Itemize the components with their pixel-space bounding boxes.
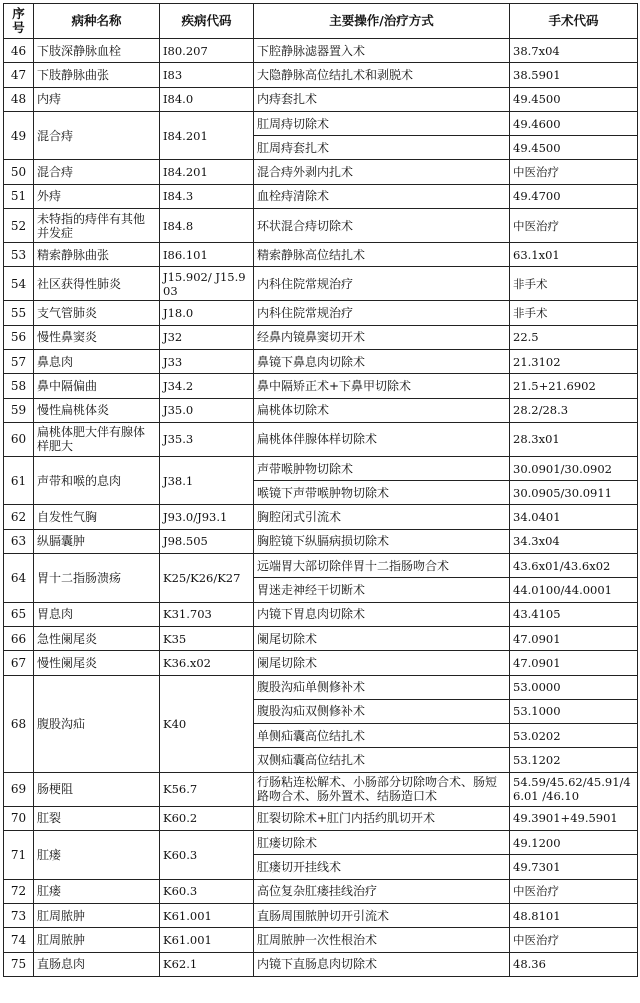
row-number: 59 (4, 398, 34, 422)
surgery-code: 53.0202 (510, 724, 638, 748)
table-body (4, 39, 638, 977)
table-row (4, 952, 638, 976)
row-number: 71 (4, 831, 34, 880)
treatment-method: 胃迷走神经干切断术 (254, 578, 510, 602)
surgery-code: 49.4600 (510, 111, 638, 135)
table-row (4, 39, 638, 63)
disease-name: 胃息肉 (34, 602, 160, 626)
treatment-method: 声带喉肿物切除术 (254, 456, 510, 480)
surgery-code: 49.4500 (510, 136, 638, 160)
treatment-method: 肛周痔套扎术 (254, 136, 510, 160)
disease-code: I80.207 (160, 39, 254, 63)
treatment-method: 肛瘘切开挂线术 (254, 855, 510, 879)
table-row (4, 63, 638, 87)
disease-code: J32 (160, 325, 254, 349)
row-number: 69 (4, 772, 34, 806)
treatment-method: 直肠周围脓肿切开引流术 (254, 903, 510, 927)
row-number: 68 (4, 675, 34, 772)
disease-name: 慢性鼻窦炎 (34, 325, 160, 349)
row-number: 52 (4, 209, 34, 243)
disease-name: 下肢静脉曲张 (34, 63, 160, 87)
table-row (4, 602, 638, 626)
disease-code: I84.3 (160, 184, 254, 208)
disease-name: 扁桃体肥大伴有腺体样肥大 (34, 422, 160, 456)
surgery-code: 28.2/28.3 (510, 398, 638, 422)
row-number: 54 (4, 267, 34, 301)
disease-name: 纵膈囊肿 (34, 529, 160, 553)
disease-code: K31.703 (160, 602, 254, 626)
disease-name: 自发性气胸 (34, 505, 160, 529)
row-number: 61 (4, 456, 34, 505)
surgery-code: 49.1200 (510, 831, 638, 855)
disease-name: 慢性阑尾炎 (34, 651, 160, 675)
disease-code: K36.x02 (160, 651, 254, 675)
row-number: 67 (4, 651, 34, 675)
table-row (4, 928, 638, 952)
header-disease-name: 病种名称 (34, 4, 160, 39)
table-row (4, 831, 638, 855)
header-treatment: 主要操作/治疗方式 (254, 4, 510, 39)
treatment-method: 腹股沟疝双侧修补术 (254, 699, 510, 723)
disease-name: 内痔 (34, 87, 160, 111)
surgery-code: 34.3x04 (510, 529, 638, 553)
surgery-code: 43.6x01/43.6x02 (510, 554, 638, 578)
table-row (4, 243, 638, 267)
row-number: 48 (4, 87, 34, 111)
disease-table (3, 3, 638, 977)
treatment-method: 混合痔外剥内扎术 (254, 160, 510, 184)
treatment-method: 内科住院常规治疗 (254, 301, 510, 325)
table-row (4, 903, 638, 927)
treatment-method: 肛裂切除术+肛门内括约肌切开术 (254, 806, 510, 830)
treatment-method: 内镜下直肠息肉切除术 (254, 952, 510, 976)
surgery-code: 49.4700 (510, 184, 638, 208)
surgery-code: 63.1x01 (510, 243, 638, 267)
disease-code: K60.3 (160, 879, 254, 903)
surgery-code: 中医治疗 (510, 879, 638, 903)
disease-code: J38.1 (160, 456, 254, 505)
treatment-method: 内痔套扎术 (254, 87, 510, 111)
treatment-method: 喉镜下声带喉肿物切除术 (254, 481, 510, 505)
treatment-method: 单侧疝囊高位结扎术 (254, 724, 510, 748)
row-number: 53 (4, 243, 34, 267)
disease-code: J18.0 (160, 301, 254, 325)
treatment-method: 扁桃体切除术 (254, 398, 510, 422)
disease-code: J33 (160, 349, 254, 373)
disease-code: K56.7 (160, 772, 254, 806)
treatment-method: 鼻中隔矫正术+下鼻甲切除术 (254, 374, 510, 398)
surgery-code: 34.0401 (510, 505, 638, 529)
disease-code: I84.8 (160, 209, 254, 243)
disease-code: K60.2 (160, 806, 254, 830)
header-disease-code: 疾病代码 (160, 4, 254, 39)
treatment-method: 鼻镜下鼻息肉切除术 (254, 349, 510, 373)
disease-name: 慢性扁桃体炎 (34, 398, 160, 422)
table-row (4, 879, 638, 903)
disease-name: 社区获得性肺炎 (34, 267, 160, 301)
surgery-code: 中医治疗 (510, 928, 638, 952)
surgery-code: 49.7301 (510, 855, 638, 879)
treatment-method: 环状混合痔切除术 (254, 209, 510, 243)
surgery-code: 47.0901 (510, 626, 638, 650)
disease-code: K62.1 (160, 952, 254, 976)
surgery-code: 中医治疗 (510, 209, 638, 243)
row-number: 57 (4, 349, 34, 373)
surgery-code: 49.4500 (510, 87, 638, 111)
treatment-method: 高位复杂肛瘘挂线治疗 (254, 879, 510, 903)
table-row (4, 772, 638, 806)
disease-code: J35.0 (160, 398, 254, 422)
disease-name: 肛周脓肿 (34, 928, 160, 952)
surgery-code: 53.0000 (510, 675, 638, 699)
table-row (4, 529, 638, 553)
table-row (4, 505, 638, 529)
row-number: 72 (4, 879, 34, 903)
table-row (4, 325, 638, 349)
treatment-method: 大隐静脉高位结扎术和剥脱术 (254, 63, 510, 87)
table-row (4, 398, 638, 422)
table-row (4, 87, 638, 111)
row-number: 50 (4, 160, 34, 184)
disease-name: 急性阑尾炎 (34, 626, 160, 650)
disease-code: K60.3 (160, 831, 254, 880)
treatment-method: 肛瘘切除术 (254, 831, 510, 855)
table-row (4, 456, 638, 480)
disease-code: J35.3 (160, 422, 254, 456)
table-row (4, 651, 638, 675)
treatment-method: 精索静脉高位结扎术 (254, 243, 510, 267)
disease-name: 胃十二指肠溃疡 (34, 554, 160, 603)
disease-name: 鼻中隔偏曲 (34, 374, 160, 398)
header-surgery-code: 手术代码 (510, 4, 638, 39)
disease-code: K61.001 (160, 903, 254, 927)
disease-code: J34.2 (160, 374, 254, 398)
row-number: 73 (4, 903, 34, 927)
surgery-code: 48.36 (510, 952, 638, 976)
disease-code: I84.0 (160, 87, 254, 111)
surgery-code: 22.5 (510, 325, 638, 349)
table-row (4, 267, 638, 301)
disease-name: 鼻息肉 (34, 349, 160, 373)
disease-name: 肛瘘 (34, 831, 160, 880)
surgery-code: 30.0901/30.0902 (510, 456, 638, 480)
surgery-code: 非手术 (510, 301, 638, 325)
row-number: 70 (4, 806, 34, 830)
treatment-method: 阑尾切除术 (254, 651, 510, 675)
table-row (4, 626, 638, 650)
surgery-code: 非手术 (510, 267, 638, 301)
table-row (4, 422, 638, 456)
row-number: 74 (4, 928, 34, 952)
surgery-code: 44.0100/44.0001 (510, 578, 638, 602)
treatment-method: 肛周痔切除术 (254, 111, 510, 135)
disease-code: J93.0/J93.1 (160, 505, 254, 529)
disease-name: 声带和喉的息肉 (34, 456, 160, 505)
disease-code: K35 (160, 626, 254, 650)
surgery-code: 53.1202 (510, 748, 638, 772)
surgery-code: 48.8101 (510, 903, 638, 927)
surgery-code: 47.0901 (510, 651, 638, 675)
surgery-code: 21.3102 (510, 349, 638, 373)
row-number: 60 (4, 422, 34, 456)
disease-name: 肛裂 (34, 806, 160, 830)
table-row (4, 111, 638, 135)
treatment-method: 内镜下胃息肉切除术 (254, 602, 510, 626)
surgery-code: 30.0905/30.0911 (510, 481, 638, 505)
disease-name: 支气管肺炎 (34, 301, 160, 325)
row-number: 51 (4, 184, 34, 208)
treatment-method: 胸腔闭式引流术 (254, 505, 510, 529)
disease-name: 肛瘘 (34, 879, 160, 903)
table-row (4, 675, 638, 699)
disease-name: 直肠息肉 (34, 952, 160, 976)
row-number: 49 (4, 111, 34, 160)
table-row (4, 349, 638, 373)
treatment-method: 下腔静脉滤器置入术 (254, 39, 510, 63)
disease-name: 下肢深静脉血栓 (34, 39, 160, 63)
treatment-method: 阑尾切除术 (254, 626, 510, 650)
treatment-method: 经鼻内镜鼻窦切开术 (254, 325, 510, 349)
disease-code: I84.201 (160, 160, 254, 184)
table-row (4, 184, 638, 208)
surgery-code: 28.3x01 (510, 422, 638, 456)
table-row (4, 554, 638, 578)
disease-code: I83 (160, 63, 254, 87)
disease-code: I86.101 (160, 243, 254, 267)
row-number: 62 (4, 505, 34, 529)
disease-name: 外痔 (34, 184, 160, 208)
disease-code: K25/K26/K27 (160, 554, 254, 603)
surgery-code: 49.3901+49.5901 (510, 806, 638, 830)
disease-name: 肛周脓肿 (34, 903, 160, 927)
row-number: 55 (4, 301, 34, 325)
surgery-code: 43.4105 (510, 602, 638, 626)
row-number: 75 (4, 952, 34, 976)
header-row (4, 4, 638, 39)
table-row (4, 209, 638, 243)
disease-name: 混合痔 (34, 160, 160, 184)
disease-code: J15.902/ J15.903 (160, 267, 254, 301)
surgery-code: 54.59/45.62/45.91/46.01 /46.10 (510, 772, 638, 806)
row-number: 58 (4, 374, 34, 398)
row-number: 46 (4, 39, 34, 63)
treatment-method: 腹股沟疝单侧修补术 (254, 675, 510, 699)
row-number: 56 (4, 325, 34, 349)
header-seq: 序号 (4, 4, 34, 39)
disease-name: 未特指的痔伴有其他并发症 (34, 209, 160, 243)
surgery-code: 中医治疗 (510, 160, 638, 184)
surgery-code: 53.1000 (510, 699, 638, 723)
row-number: 47 (4, 63, 34, 87)
treatment-method: 扁桃体伴腺体样切除术 (254, 422, 510, 456)
disease-name: 肠梗阻 (34, 772, 160, 806)
treatment-method: 远端胃大部切除伴胃十二指肠吻合术 (254, 554, 510, 578)
treatment-method: 血栓痔清除术 (254, 184, 510, 208)
surgery-code: 21.5+21.6902 (510, 374, 638, 398)
treatment-method: 双侧疝囊高位结扎术 (254, 748, 510, 772)
disease-code: I84.201 (160, 111, 254, 160)
treatment-method: 肛周脓肿一次性根治术 (254, 928, 510, 952)
row-number: 64 (4, 554, 34, 603)
disease-name: 腹股沟疝 (34, 675, 160, 772)
treatment-method: 胸腔镜下纵膈病损切除术 (254, 529, 510, 553)
disease-code: K61.001 (160, 928, 254, 952)
treatment-method: 行肠粘连松解术、小肠部分切除吻合术、肠短路吻合术、肠外置术、结肠造口术 (254, 772, 510, 806)
disease-code: J98.505 (160, 529, 254, 553)
table-row (4, 301, 638, 325)
disease-name: 混合痔 (34, 111, 160, 160)
row-number: 65 (4, 602, 34, 626)
disease-code: K40 (160, 675, 254, 772)
table-row (4, 160, 638, 184)
treatment-method: 内科住院常规治疗 (254, 267, 510, 301)
table-row (4, 374, 638, 398)
surgery-code: 38.7x04 (510, 39, 638, 63)
row-number: 66 (4, 626, 34, 650)
table-row (4, 806, 638, 830)
surgery-code: 38.5901 (510, 63, 638, 87)
disease-name: 精索静脉曲张 (34, 243, 160, 267)
row-number: 63 (4, 529, 34, 553)
